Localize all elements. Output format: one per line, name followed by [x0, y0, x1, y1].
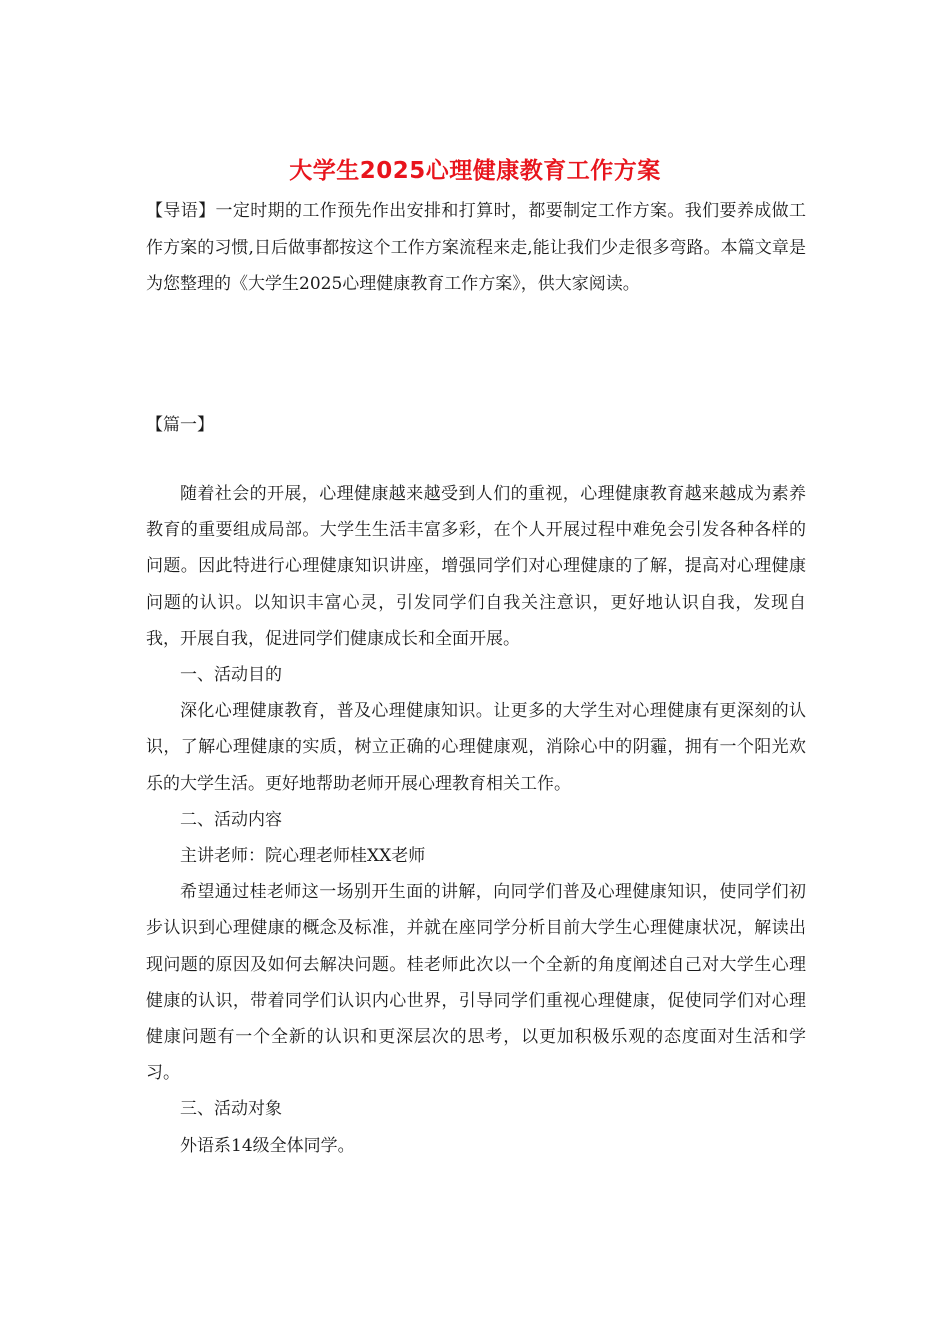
heading-activity-purpose: 一、活动目的 — [180, 665, 282, 686]
paragraph-speaker: 主讲老师：院心理老师桂XX老师 — [180, 846, 426, 867]
section-label: 【篇一】 — [146, 415, 214, 435]
paragraph-purpose: 深化心理健康教育，普及心理健康知识。让更多的大学生对心理健康有更深刻的认识，了解心理健康的实质，树立正确的心理健康观，消除心中的阴霾，拥有一个阳光欢乐的大学生活。更好地帮助老师开展心理教育相关工作。 — [146, 701, 806, 794]
heading-activity-target: 三、活动对象 — [180, 1099, 282, 1120]
paragraph-target: 外语系14级全体同学。 — [180, 1135, 355, 1156]
paragraph-background: 随着社会的开展，心理健康越来越受到人们的重视，心理健康教育越来越成为素养教育的重要组成局部。大学生生活丰富多彩，在个人开展过程中难免会引发各种各样的问题。因此特进行心理健康知识讲座，增强同学们对心理健康的了解，提高对心理健康问题的认识。以知识丰富心灵，引发同学们自我关注意识，更好地认识自我，发现自我，开展自我，促进同学们健康成长和全面开展。 — [146, 484, 806, 649]
paragraph-content: 希望通过桂老师这一场别开生面的讲解，向同学们普及心理健康知识，使同学们初步认识到心理健康的概念及标准，并就在座同学分析目前大学生心理健康状况，解读出现问题的原因及如何去解决问题。桂老师此次以一个全新的角度阐述自己对大学生心理健康的认识，带着同学们认识内心世界，引导同学们重视心理健康，促使同学们对心理健康问题有一个全新的认识和更深层次的思考，以更加积极乐观的态度面对生活和学习。 — [146, 882, 806, 1084]
document-title: 大学生2025心理健康教育工作方案 — [289, 158, 661, 184]
intro-paragraph: 【导语】一定时期的工作预先作出安排和打算时，都要制定工作方案。我们要养成做工作方案的习惯,日后做事都按这个工作方案流程来走,能让我们少走很多弯路。本篇文章是为您整理的《大学生2025心理健康教育工作方案》，供大家阅读。 — [146, 201, 806, 294]
body-content — [146, 476, 806, 1164]
heading-activity-content: 二、活动内容 — [180, 809, 282, 830]
